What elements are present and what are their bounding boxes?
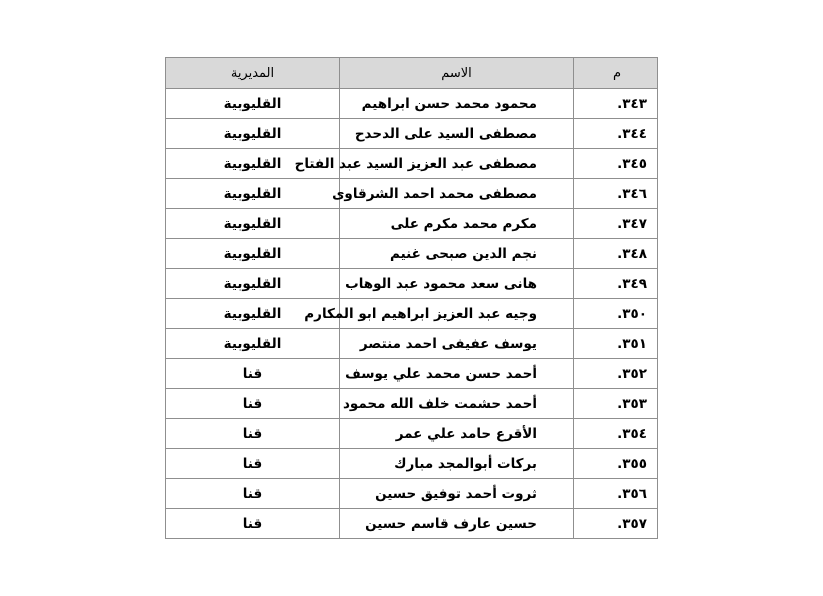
header-num: م (574, 58, 658, 89)
row-name: وجيه عبد العزيز ابراهيم ابو المكارم (340, 299, 574, 329)
row-num: ٣٤٦. (574, 179, 658, 209)
table-row (166, 329, 658, 359)
table-row (166, 389, 658, 419)
table-row (166, 239, 658, 269)
row-num: ٣٥٤. (574, 419, 658, 449)
row-num: ٣٥٠. (574, 299, 658, 329)
row-directorate: قنا (166, 449, 340, 479)
row-directorate: القليوبية (166, 209, 340, 239)
row-num: ٣٤٥. (574, 149, 658, 179)
header-directorate: المديرية (166, 58, 340, 89)
row-directorate: القليوبية (166, 269, 340, 299)
row-name: هانى سعد محمود عبد الوهاب (340, 269, 574, 299)
header-name: الاسم (340, 58, 574, 89)
row-name: يوسف عفيفى احمد منتصر (340, 329, 574, 359)
table-row (166, 89, 658, 119)
row-directorate: القليوبية (166, 179, 340, 209)
row-name: نجم الدين صبحى غنيم (340, 239, 574, 269)
row-num: ٣٤٤. (574, 119, 658, 149)
row-directorate: القليوبية (166, 149, 340, 179)
row-directorate: القليوبية (166, 119, 340, 149)
table-row (166, 149, 658, 179)
row-name: أحمد حسن محمد علي يوسف (340, 359, 574, 389)
row-num: ٣٤٧. (574, 209, 658, 239)
table-row (166, 179, 658, 209)
row-directorate: القليوبية (166, 89, 340, 119)
row-directorate: القليوبية (166, 329, 340, 359)
row-name: مكرم محمد مكرم على (340, 209, 574, 239)
row-num: ٣٥٥. (574, 449, 658, 479)
row-directorate: القليوبية (166, 239, 340, 269)
row-num: ٣٤٨. (574, 239, 658, 269)
row-num: ٣٤٩. (574, 269, 658, 299)
table-row (166, 209, 658, 239)
header-row (166, 58, 658, 89)
row-num: ٣٥٣. (574, 389, 658, 419)
row-name: بركات أبوالمجد مبارك (340, 449, 574, 479)
names-table (165, 57, 658, 539)
row-num: ٣٥٧. (574, 509, 658, 539)
row-name: حسين عارف قاسم حسين (340, 509, 574, 539)
row-num: ٣٥٦. (574, 479, 658, 509)
row-num: ٣٥٢. (574, 359, 658, 389)
table-row (166, 479, 658, 509)
row-directorate: قنا (166, 389, 340, 419)
table-row (166, 119, 658, 149)
table-row (166, 419, 658, 449)
row-directorate: قنا (166, 419, 340, 449)
row-num: ٣٤٣. (574, 89, 658, 119)
row-num: ٣٥١. (574, 329, 658, 359)
row-name: محمود محمد حسن ابراهيم (340, 89, 574, 119)
row-name: مصطفى محمد احمد الشرقاوى (340, 179, 574, 209)
row-name: مصطفى عبد العزيز السيد عبد الفتاح (340, 149, 574, 179)
table-row (166, 299, 658, 329)
table-row (166, 359, 658, 389)
row-name: ثروت أحمد توفيق حسين (340, 479, 574, 509)
row-name: الأقرع حامد علي عمر (340, 419, 574, 449)
row-directorate: قنا (166, 509, 340, 539)
row-name: أحمد حشمت خلف الله محمود (340, 389, 574, 419)
table-row (166, 449, 658, 479)
row-directorate: القليوبية (166, 299, 340, 329)
row-directorate: قنا (166, 359, 340, 389)
table-row (166, 509, 658, 539)
row-name: مصطفى السيد على الدحدح (340, 119, 574, 149)
row-directorate: قنا (166, 479, 340, 509)
table-row (166, 269, 658, 299)
